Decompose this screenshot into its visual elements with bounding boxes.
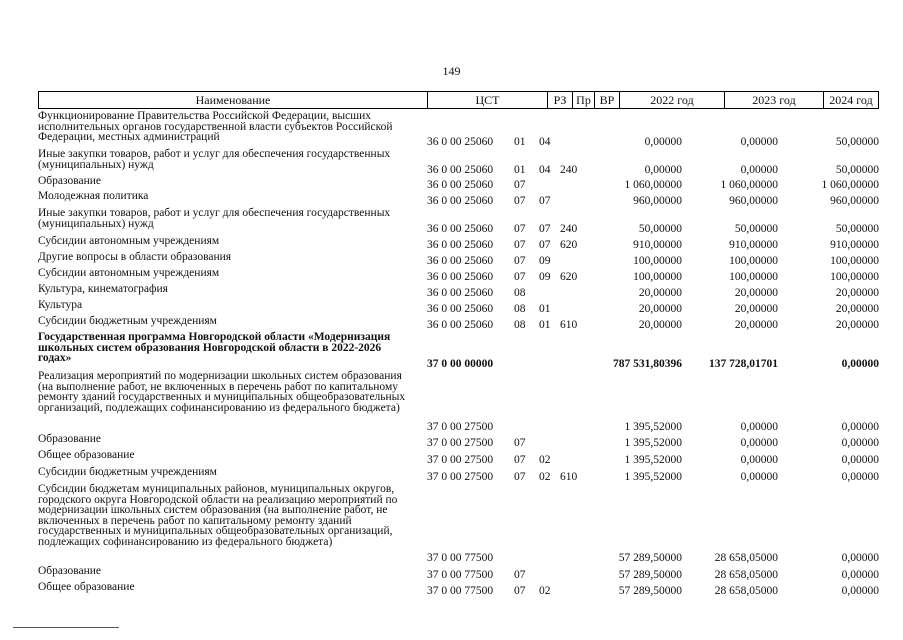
table-row [0,300,903,315]
row-rz: 01 [514,164,526,176]
row-name: Образование [38,565,102,577]
page-number: 149 [442,64,461,78]
row-pr: 04 [539,136,551,148]
header-2022: 2022 год [619,92,724,108]
row-cst: 37 0 00 00000 [427,358,494,370]
row-rz: 07 [514,569,526,581]
table-row [0,236,903,251]
table-row [0,149,903,176]
row-value-2024: 0,00000 [841,358,879,370]
row-rz: 07 [514,239,526,251]
table-row [0,582,903,597]
row-cst: 36 0 00 25060 [427,319,494,331]
row-name: Государственная программа Новгородской области «Модернизация школьных систем образования Новгородской области в 2022-2026 годах» [38,331,391,364]
row-value-2023: 100,00000 [729,255,778,267]
row-value-2023: 28 658,05000 [714,552,778,564]
row-value-2024: 0,00000 [841,585,879,597]
footnote-divider [13,627,119,628]
row-value-2024: 50,00000 [835,164,879,176]
row-cst: 37 0 00 27500 [427,421,494,433]
row-pr: 07 [539,223,551,235]
table-row [0,208,903,235]
row-value-2024: 50,00000 [835,136,879,148]
row-value-2023: 50,00000 [734,223,778,235]
row-rz: 08 [514,287,526,299]
row-value-2023: 0,00000 [740,471,778,483]
row-name: Функционирование Правительства Российской Федерации, высших исполнительных органов государственной власти субъектов Российской Федерации, местных администраций [38,110,393,143]
row-value-2024: 50,00000 [835,223,879,235]
row-pr: 09 [539,255,551,267]
row-value-2023: 28 658,05000 [714,569,778,581]
table-row [0,566,903,581]
row-value-2024: 20,00000 [835,287,879,299]
row-name: Общее образование [38,581,135,593]
row-value-2023: 0,00000 [740,421,778,433]
row-name: Молодежная политика [38,190,149,202]
row-name: Образование [38,175,102,187]
header-rz: РЗ [547,92,572,108]
row-rz: 01 [514,136,526,148]
row-cst: 37 0 00 77500 [427,552,494,564]
row-name: Субсидии автономным учреждениям [38,267,220,279]
table-row [0,316,903,331]
row-name: Субсидии автономным учреждениям [38,235,220,247]
row-pr: 07 [539,195,551,207]
row-cst: 36 0 00 25060 [427,164,494,176]
row-rz: 08 [514,303,526,315]
row-name: Субсидии бюджетным учреждениям [38,466,217,478]
row-value-2022: 1 060,00000 [624,179,682,191]
row-cst: 36 0 00 25060 [427,223,494,235]
row-value-2024: 960,00000 [830,195,879,207]
table-row [0,252,903,267]
row-value-2022: 100,00000 [633,271,682,283]
header-2024: 2024 год [823,92,878,108]
row-value-2022: 20,00000 [638,319,682,331]
row-value-2023: 20,00000 [734,319,778,331]
row-name: Иные закупки товаров, работ и услуг для обеспечения государственных (муниципальных) нужд [38,148,391,171]
row-cst: 36 0 00 25060 [427,287,494,299]
row-vr: 610 [560,471,578,483]
row-value-2024: 0,00000 [841,552,879,564]
row-pr: 04 [539,164,551,176]
row-pr: 09 [539,271,551,283]
row-value-2024: 910,00000 [830,239,879,251]
row-pr: 02 [539,471,551,483]
row-value-2024: 20,00000 [835,319,879,331]
row-value-2022: 100,00000 [633,255,682,267]
row-value-2022: 1 395,52000 [624,421,682,433]
row-value-2022: 20,00000 [638,303,682,315]
table-header [38,91,879,109]
table-row [0,284,903,299]
row-value-2022: 50,00000 [638,223,682,235]
row-value-2023: 0,00000 [740,454,778,466]
row-value-2022: 0,00000 [644,136,682,148]
row-rz: 07 [514,585,526,597]
row-cst: 37 0 00 77500 [427,585,494,597]
row-rz: 07 [514,223,526,235]
row-cst: 37 0 00 27500 [427,437,494,449]
row-rz: 07 [514,437,526,449]
table-row [0,371,903,433]
row-name: Общее образование [38,449,135,461]
row-cst: 36 0 00 25060 [427,179,494,191]
row-value-2024: 20,00000 [835,303,879,315]
row-name: Другие вопросы в области образования [38,251,232,263]
table-row [0,332,903,370]
row-value-2024: 0,00000 [841,421,879,433]
row-cst: 36 0 00 25060 [427,239,494,251]
header-vr: ВР [594,92,619,108]
row-cst: 36 0 00 25060 [427,271,494,283]
row-name: Культура, кинематография [38,283,168,295]
row-value-2022: 20,00000 [638,287,682,299]
row-value-2022: 1 395,52000 [624,437,682,449]
row-rz: 08 [514,319,526,331]
row-rz: 07 [514,195,526,207]
header-pr: Пр [572,92,594,108]
row-vr: 240 [560,164,578,176]
row-value-2023: 100,00000 [729,271,778,283]
row-pr: 01 [539,319,551,331]
row-name: Иные закупки товаров, работ и услуг для обеспечения государственных (муниципальных) нужд [38,207,391,230]
header-cst: ЦСТ [427,92,547,108]
row-pr: 01 [539,303,551,315]
row-rz: 07 [514,271,526,283]
row-name: Субсидии бюджетам муниципальных районов, муниципальных округов, городского округа Новгородской области на реализацию мероприятий по модернизации школьных систем образования (на выполнение работ, не включенных в перечень работ по капитальному ремонту зданий государственных и муниципальных общеобразовательных организаций, подлежащих софинансированию из федерального бюджета) [38,483,398,548]
table-row [0,484,903,564]
row-pr: 02 [539,454,551,466]
row-value-2024: 0,00000 [841,437,879,449]
row-vr: 620 [560,239,578,251]
row-value-2023: 20,00000 [734,287,778,299]
table-row [0,450,903,466]
row-name: Реализация мероприятий по модернизации школьных систем образования (на выполнение работ, не включенных в перечень работ по капитальному ремонту зданий государственных и муниципальных общеобразовательных организаций, подлежащих софинансированию из федерального бюджета) [38,370,406,414]
row-value-2023: 1 060,00000 [720,179,778,191]
row-value-2023: 0,00000 [740,136,778,148]
table-row [0,467,903,483]
row-rz: 07 [514,471,526,483]
row-value-2023: 960,00000 [729,195,778,207]
table-row [0,111,903,148]
header-2023: 2023 год [724,92,823,108]
table-row [0,176,903,191]
row-value-2022: 57 289,50000 [618,552,682,564]
row-value-2023: 137 728,01701 [709,358,778,370]
row-value-2022: 57 289,50000 [618,569,682,581]
row-name: Образование [38,433,102,445]
row-value-2023: 0,00000 [740,164,778,176]
header-name: Наименование [195,93,271,107]
row-rz: 07 [514,255,526,267]
row-cst: 36 0 00 25060 [427,303,494,315]
row-vr: 240 [560,223,578,235]
row-vr: 620 [560,271,578,283]
row-value-2024: 100,00000 [830,271,879,283]
row-value-2022: 910,00000 [633,239,682,251]
row-value-2022: 0,00000 [644,164,682,176]
row-pr: 02 [539,585,551,597]
row-cst: 36 0 00 25060 [427,255,494,267]
row-value-2023: 20,00000 [734,303,778,315]
row-value-2022: 1 395,52000 [624,471,682,483]
row-vr: 610 [560,319,578,331]
row-value-2022: 960,00000 [633,195,682,207]
row-value-2024: 0,00000 [841,569,879,581]
row-value-2023: 0,00000 [740,437,778,449]
row-cst: 37 0 00 77500 [427,569,494,581]
row-pr: 07 [539,239,551,251]
row-value-2024: 0,00000 [841,471,879,483]
table-row [0,191,903,207]
row-rz: 07 [514,454,526,466]
row-cst: 37 0 00 27500 [427,471,494,483]
row-rz: 07 [514,179,526,191]
row-value-2022: 57 289,50000 [618,585,682,597]
row-value-2022: 787 531,80396 [613,358,682,370]
row-value-2023: 910,00000 [729,239,778,251]
table-row [0,434,903,449]
row-value-2023: 28 658,05000 [714,585,778,597]
row-value-2024: 100,00000 [830,255,879,267]
table-row [0,268,903,283]
row-value-2024: 0,00000 [841,454,879,466]
row-name: Культура [38,299,83,311]
row-cst: 36 0 00 25060 [427,195,494,207]
row-value-2022: 1 395,52000 [624,454,682,466]
row-value-2024: 1 060,00000 [821,179,879,191]
row-name: Субсидии бюджетным учреждениям [38,315,217,327]
row-cst: 37 0 00 27500 [427,454,494,466]
row-cst: 36 0 00 25060 [427,136,494,148]
